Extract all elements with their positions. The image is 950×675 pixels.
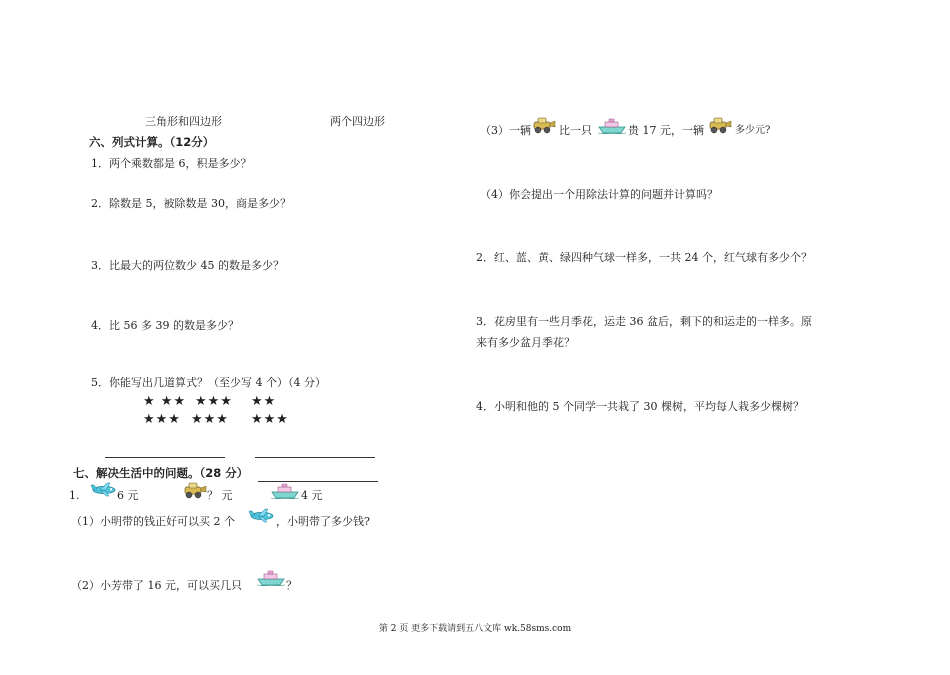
question-7-1-sub3-end: 多少元?	[735, 125, 771, 136]
star-group: ★★	[251, 394, 277, 409]
answer-line[interactable]	[258, 481, 378, 482]
section6-heading: 六、列式计算。（12分）	[89, 135, 215, 149]
question-7-3-line2: 来有多少盆月季花？	[476, 336, 575, 349]
answer-line[interactable]	[255, 457, 375, 458]
toy-car-icon	[531, 116, 557, 134]
star-group: ★ ★★	[143, 394, 187, 409]
question-6-4: 4．比 56 多 39 的数是多少？	[91, 319, 239, 332]
shape-label-triangle-quad: 三角形和四边形	[145, 115, 222, 128]
star-group: ★★★	[195, 394, 233, 409]
question-7-1-sub3-mid: 比一只	[559, 124, 592, 137]
toy-car-icon	[182, 481, 208, 499]
question-7-1-sub4: （4）你会提出一个用除法计算的问题并计算吗？	[480, 188, 718, 201]
star-group: ★★★	[191, 412, 229, 427]
question-7-1-number: 1.	[69, 489, 80, 502]
price-airplane: 6 元	[117, 489, 139, 502]
question-7-1-sub3-mid2: 贵 17 元，一辆	[628, 124, 704, 137]
question-7-1-sub1: （1）小明带的钱正好可以买 2 个	[71, 515, 235, 528]
page-footer: 第 2 页 更多下载请到五八文库 wk.58sms.com	[378, 624, 572, 634]
star-group: ★★★	[251, 412, 289, 427]
question-7-1-sub1-end: ，小明带了多少钱?	[276, 515, 370, 528]
ship-icon	[256, 570, 286, 586]
question-7-3-line1: 3．花房里有一些月季花，运走 36 盆后，剩下的和运走的一样多。原	[476, 315, 812, 328]
answer-line[interactable]	[105, 457, 225, 458]
question-6-5: 5．你能写出几道算式？（至少写 4 个）（4 分）	[91, 376, 326, 389]
ship-icon	[597, 118, 627, 134]
price-car: ？ 元	[207, 489, 233, 502]
question-6-1: 1．两个乘数都是 6，积是多少？	[91, 157, 252, 170]
airplane-icon	[248, 507, 276, 523]
question-6-3: 3．比最大的两位数少 45 的数是多少？	[91, 259, 284, 272]
section7-heading: 七、解决生活中的问题。（28 分）	[73, 466, 249, 480]
question-6-2: 2．除数是 5，被除数是 30，商是多少？	[91, 197, 291, 210]
question-7-1-sub3: （3）一辆	[480, 124, 531, 137]
question-7-2: 2．红、蓝、黄、绿四种气球一样多，一共 24 个，红气球有多少个？	[476, 251, 812, 264]
toy-car-icon	[707, 116, 733, 134]
question-7-1-sub2-end: ？	[286, 579, 297, 592]
airplane-icon	[90, 481, 118, 497]
shape-label-two-quads: 两个四边形	[330, 115, 385, 128]
price-ship: 4 元	[301, 489, 323, 502]
question-7-4: 4．小明和他的 5 个同学一共栽了 30 棵树，平均每人栽多少棵树？	[476, 400, 804, 413]
ship-icon	[270, 483, 300, 499]
star-group: ★★★	[143, 412, 181, 427]
question-7-1-sub2: （2）小芳带了 16 元，可以买几只	[71, 579, 242, 592]
